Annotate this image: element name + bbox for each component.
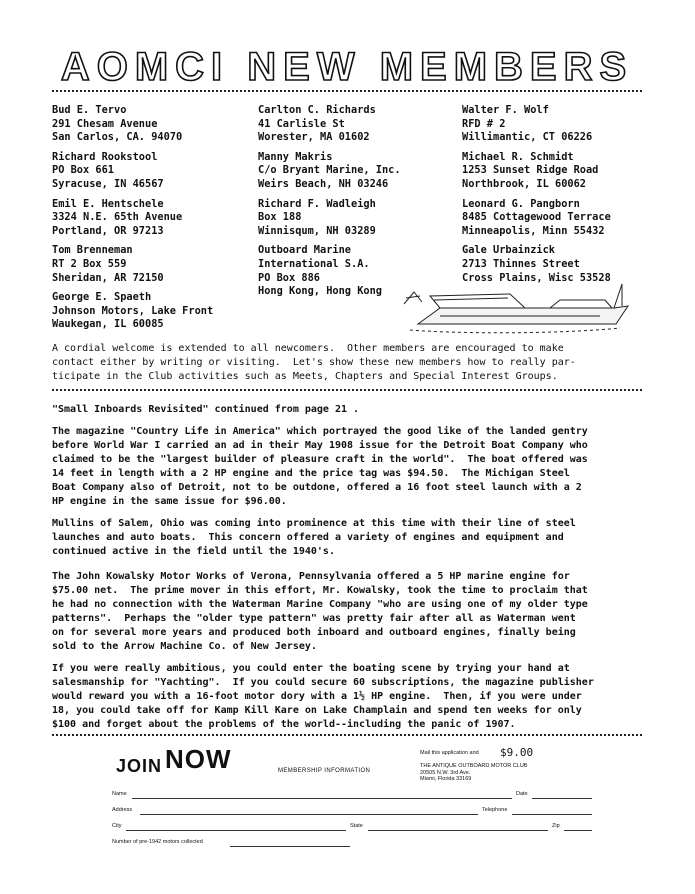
join-text: JOIN xyxy=(116,756,163,776)
member-address-line: 2713 Thinnes Street xyxy=(462,257,580,270)
welcome-paragraph: A cordial welcome is extended to all newcomers. Other members are encouraged to make contact either by writing or visiting. Let's show these new members how to really par- ticipate in the Club activities such as Meets, Chapters and Special Interest Groups. xyxy=(52,343,576,382)
member-address-line: Minneapolis, Minn 55432 xyxy=(462,224,605,237)
club-name: THE ANTIQUE OUTBOARD MOTOR CLUB xyxy=(420,763,528,769)
date-label: Date xyxy=(516,791,528,797)
member-address-line: 291 Chesam Avenue xyxy=(52,117,158,130)
member-entry xyxy=(52,198,252,239)
member-address-line: Sheridan, AR 72150 xyxy=(52,271,164,284)
member-address-line: Portland, OR 97213 xyxy=(52,224,164,237)
members-column-2 xyxy=(258,104,458,305)
member-address-line: Weirs Beach, NH 03246 xyxy=(258,177,389,190)
member-address-line: Willimantic, CT 06226 xyxy=(462,131,593,144)
member-name: Walter F. Wolf xyxy=(462,104,549,116)
address-telephone-row xyxy=(112,807,592,817)
membership-fee: $9.00 xyxy=(500,746,534,759)
member-address-line: PO Box 661 xyxy=(52,164,114,177)
mail-instruction: Mail this application and xyxy=(420,750,479,756)
state-field[interactable] xyxy=(368,830,548,831)
member-address-line: Box 188 xyxy=(258,211,302,224)
member-name: George E. Spaeth xyxy=(52,291,152,304)
member-name: Emil E. Hentschele xyxy=(52,197,164,210)
club-address-line-2: Miami, Florida 33169 xyxy=(420,776,472,782)
member-address-line: Cross Plains, Wisc 53528 xyxy=(462,271,611,284)
member-name: Gale Urbainzick xyxy=(462,244,555,257)
membership-info-label: MEMBERSHIP INFORMATION xyxy=(278,768,371,774)
member-entry xyxy=(462,151,652,192)
motors-label: Number of pre-1942 motors collected xyxy=(112,839,203,845)
member-address-line: International S.A. xyxy=(258,257,370,270)
club-address-line-1: 20505 N.W. 3rd Ave. xyxy=(420,769,471,776)
member-entry xyxy=(52,151,252,192)
dotted-divider xyxy=(52,734,642,736)
article-paragraph-2: Mullins of Salem, Ohio was coming into prominence at this time with their line of steel launches and auto boats. This concern offered a variety of engines and equipment and continued active in the field until the 1940's. xyxy=(52,518,576,557)
article-paragraph-1: The magazine "Country Life in America" which portrayed the good like of the landed gentry before World War I carried an ad in their May 1908 issue for the Detroit Boat Company who claimed to be the "largest builder of pleasure craft in the world". The boat offered was 14 feet in length with a 2 HP engine and the price tag was $94.50. The Michigan Steel Boat Company also of Detroit, not to be outdone, offered a 16 foot steel launch with a 2 HP engine in the same issue for $96.00. xyxy=(52,426,588,507)
dotted-divider xyxy=(52,389,642,391)
member-entry xyxy=(52,291,252,332)
member-address-line: Northbrook, IL 60062 xyxy=(462,177,586,190)
name-label: Name xyxy=(112,791,127,797)
member-address-line: RT 2 Box 559 xyxy=(52,257,127,270)
city-field[interactable] xyxy=(126,830,346,831)
boat-illustration xyxy=(400,278,638,338)
member-name: Michael R. Schmidt xyxy=(462,150,574,163)
dotted-divider xyxy=(52,90,642,92)
motors-field[interactable] xyxy=(230,846,350,847)
member-name: Leonard G. Pangborn xyxy=(462,197,580,210)
member-address-line: 41 Carlisle St xyxy=(258,117,345,130)
article-paragraph-4: If you were really ambitious, you could enter the boating scene by trying your hand at salesmanship for "Yachting". If you could secure 60 subscriptions, the magazine publisher would reward you with a 16-foot motor dory with a 1½ HP engine. Then, if you were under 18, you could take off for Kamp Kill Kare on Lake Champlain and spend ten weeks for only $100 and forget about the problems of the world--including the panic of 1907. xyxy=(52,663,594,730)
club-address xyxy=(420,763,527,783)
zip-label: Zip xyxy=(552,823,560,829)
members-column-1 xyxy=(52,104,252,338)
member-address-line: San Carlos, CA. 94070 xyxy=(52,131,183,144)
telephone-label: Telephone xyxy=(482,807,508,813)
member-address-line: PO Box 886 xyxy=(258,271,320,284)
member-name: Bud E. Tervo xyxy=(52,104,127,116)
members-column-3 xyxy=(462,104,652,291)
member-name: Outboard Marine xyxy=(258,244,351,257)
member-entry xyxy=(52,244,252,285)
member-address-line: Waukegan, IL 60085 xyxy=(52,318,164,331)
member-entry xyxy=(258,198,458,239)
member-address-line: 3324 N.E. 65th Avenue xyxy=(52,211,183,224)
member-name: Tom Brenneman xyxy=(52,244,133,257)
member-address-line: Worester, MA 01602 xyxy=(258,131,370,144)
address-label: Address xyxy=(112,807,133,813)
member-entry xyxy=(462,198,652,239)
member-address-line: 1253 Sunset Ridge Road xyxy=(462,164,599,177)
member-name: Richard Rookstool xyxy=(52,150,158,163)
name-date-row xyxy=(112,791,592,801)
member-address-line: Johnson Motors, Lake Front xyxy=(52,304,214,317)
svg-text:AOMCI NEW MEMBERS: AOMCI NEW MEMBERS xyxy=(60,45,634,88)
member-entry xyxy=(258,151,458,192)
membership-form xyxy=(52,740,644,850)
article-paragraph-3: The John Kowalsky Motor Works of Verona, Pennsylvania offered a 5 HP marine engine for $75.00 net. The prime mover in this effort, Mr. Kowalsky, took the time to proclaim that he had no connection with the Waterman Marine Company "who are using one of my older type patterns". Perhaps the "older type pattern" was pretty fair after all as Waterman went on for several more years and produced both inboard and outboard engines, finally being sold to the Arrow Machine Co. of New Jersey. xyxy=(52,571,588,652)
continued-heading: "Small Inboards Revisited" continued from page 21 . xyxy=(52,404,360,415)
date-field[interactable] xyxy=(532,798,592,799)
member-address-line: C/o Bryant Marine, Inc. xyxy=(258,164,401,177)
city-state-zip-row xyxy=(112,823,592,833)
masthead-title xyxy=(52,44,642,88)
member-name: Manny Makris xyxy=(258,150,333,163)
member-address-line: 8485 Cottagewood Terrace xyxy=(462,211,611,224)
member-entry xyxy=(462,104,652,145)
member-entry xyxy=(258,104,458,145)
member-entry xyxy=(52,104,252,145)
member-address-line: Winnisqum, NH 03289 xyxy=(258,224,376,237)
city-label: City xyxy=(112,823,122,829)
now-text: NOW xyxy=(165,744,232,774)
member-address-line: Syracuse, IN 46567 xyxy=(52,177,164,190)
motors-row xyxy=(112,839,592,849)
state-label: State xyxy=(350,823,363,829)
telephone-field[interactable] xyxy=(512,814,592,815)
address-field[interactable] xyxy=(140,814,478,815)
zip-field[interactable] xyxy=(564,830,592,831)
member-address-line: Hong Kong, Hong Kong xyxy=(258,285,382,298)
name-field[interactable] xyxy=(132,798,512,799)
member-name: Richard F. Wadleigh xyxy=(258,197,376,210)
member-name: Carlton C. Richards xyxy=(258,104,376,116)
member-address-line: RFD # 2 xyxy=(462,117,506,130)
